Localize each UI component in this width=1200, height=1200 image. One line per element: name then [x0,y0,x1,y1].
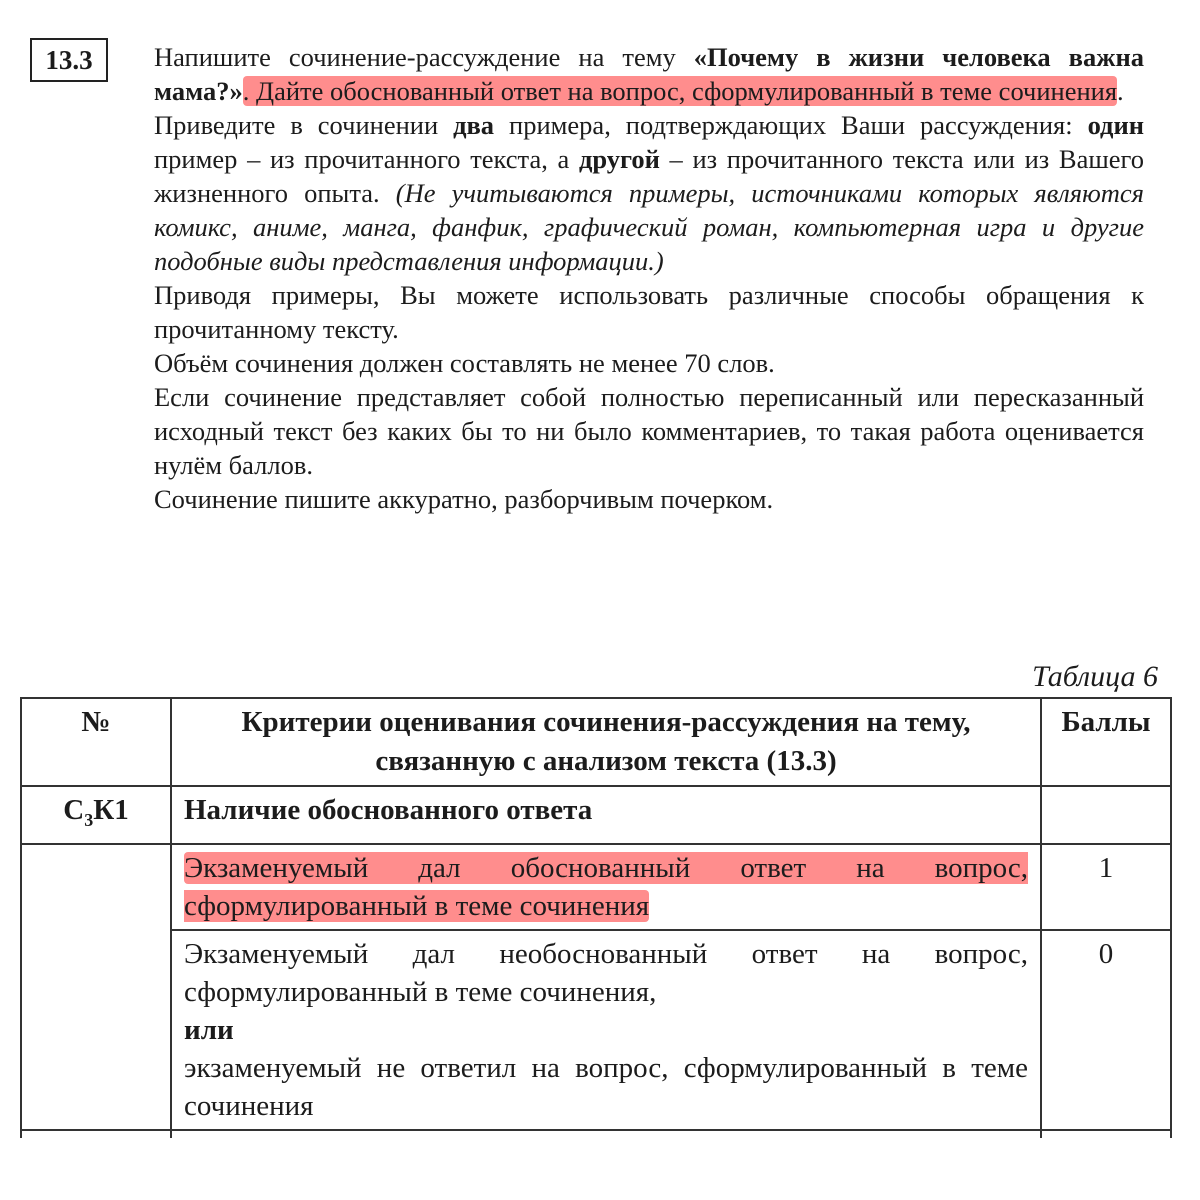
examples-text-3: пример – из прочитанного текста, а [154,144,579,174]
table-row [21,844,1171,930]
examples-count-two: два [453,110,495,140]
topic-end-period: . [1117,76,1124,106]
criterion-option-or: или [184,1013,234,1046]
highlighted-answer-requirement: . Дайте обоснованный ответ на вопрос, сформулированный в теме сочинения [242,76,1118,106]
examples-exclusion-note: (Не учитываются примеры, источниками которых являются комикс, аниме, манга, фанфик, графический роман, компьютерная игра и другие подобные виды представления информации.) [154,178,1144,276]
examples-other: другой [578,144,660,174]
criterion-option-text [171,930,1041,1130]
examples-text-4: – из прочитанного текста или из Вашего жизненного опыта. [154,144,1144,208]
criterion-code-empty [21,844,171,1130]
criteria-table [20,697,1172,1187]
criterion-title: Наличие обоснованного ответа [171,786,1041,844]
criterion-score-empty [1041,786,1171,844]
task-paragraph-zero-score: Если сочинение представляет собой полностью переписанный или пересказанный исходный текст без каких бы то ни было комментариев, то такая работа оценивается нулём баллов. [154,382,1144,480]
task-instructions [154,40,1144,516]
criterion-option-score: 1 [1041,844,1171,930]
table-row [21,786,1171,844]
criterion-option-score: 0 [1041,930,1171,1130]
examples-one: один [1087,110,1144,140]
task-paragraph-referencing: Приводя примеры, Вы можете использовать различные способы обращения к прочитанному тексту. [154,280,1144,344]
criterion-code [21,786,171,844]
criterion-code-sub: 3 [84,809,94,830]
header-criteria: Критерии оценивания сочинения-рассуждения на тему, связанную с анализом текста (13.3) [171,698,1041,786]
table-caption: Таблица 6 [1032,660,1158,693]
topic-lead-text: Напишите сочинение-рассуждение на тему [154,42,694,72]
task-paragraph-handwriting: Сочинение пишите аккуратно, разборчивым почерком. [154,484,774,514]
page-cut-off [0,1138,1200,1200]
essay-topic: «Почему в жизни человека важна мама?» [154,42,1144,106]
criterion-option-text [171,844,1041,930]
header-score: Баллы [1041,698,1171,786]
criterion-option-line-a: Экзаменуемый дал необоснованный ответ на вопрос, сформулированный в теме сочинения, [184,937,1028,1008]
task-paragraph-length: Объём сочинения должен составлять не менее 70 слов. [154,348,775,378]
criterion-code-letter: С [63,794,85,826]
examples-text-2: примера, подтверждающих Ваши рассуждения: [494,110,1088,140]
highlighted-criterion-option: Экзаменуемый дал обоснованный ответ на вопрос, сформулированный в теме сочинения [184,851,1028,922]
table-row [21,930,1171,1130]
header-number: № [21,698,171,786]
task-number: 13.3 [30,38,108,82]
criterion-code-rest: К1 [93,794,129,826]
examples-text-1: Приведите в сочинении [154,110,454,140]
criterion-option-line-b: экзаменуемый не ответил на вопрос, сформулированный в теме сочинения [184,1051,1028,1122]
table-header-row [21,698,1171,786]
task-paragraph-topic [154,40,1144,108]
task-paragraph-examples [154,108,1144,278]
